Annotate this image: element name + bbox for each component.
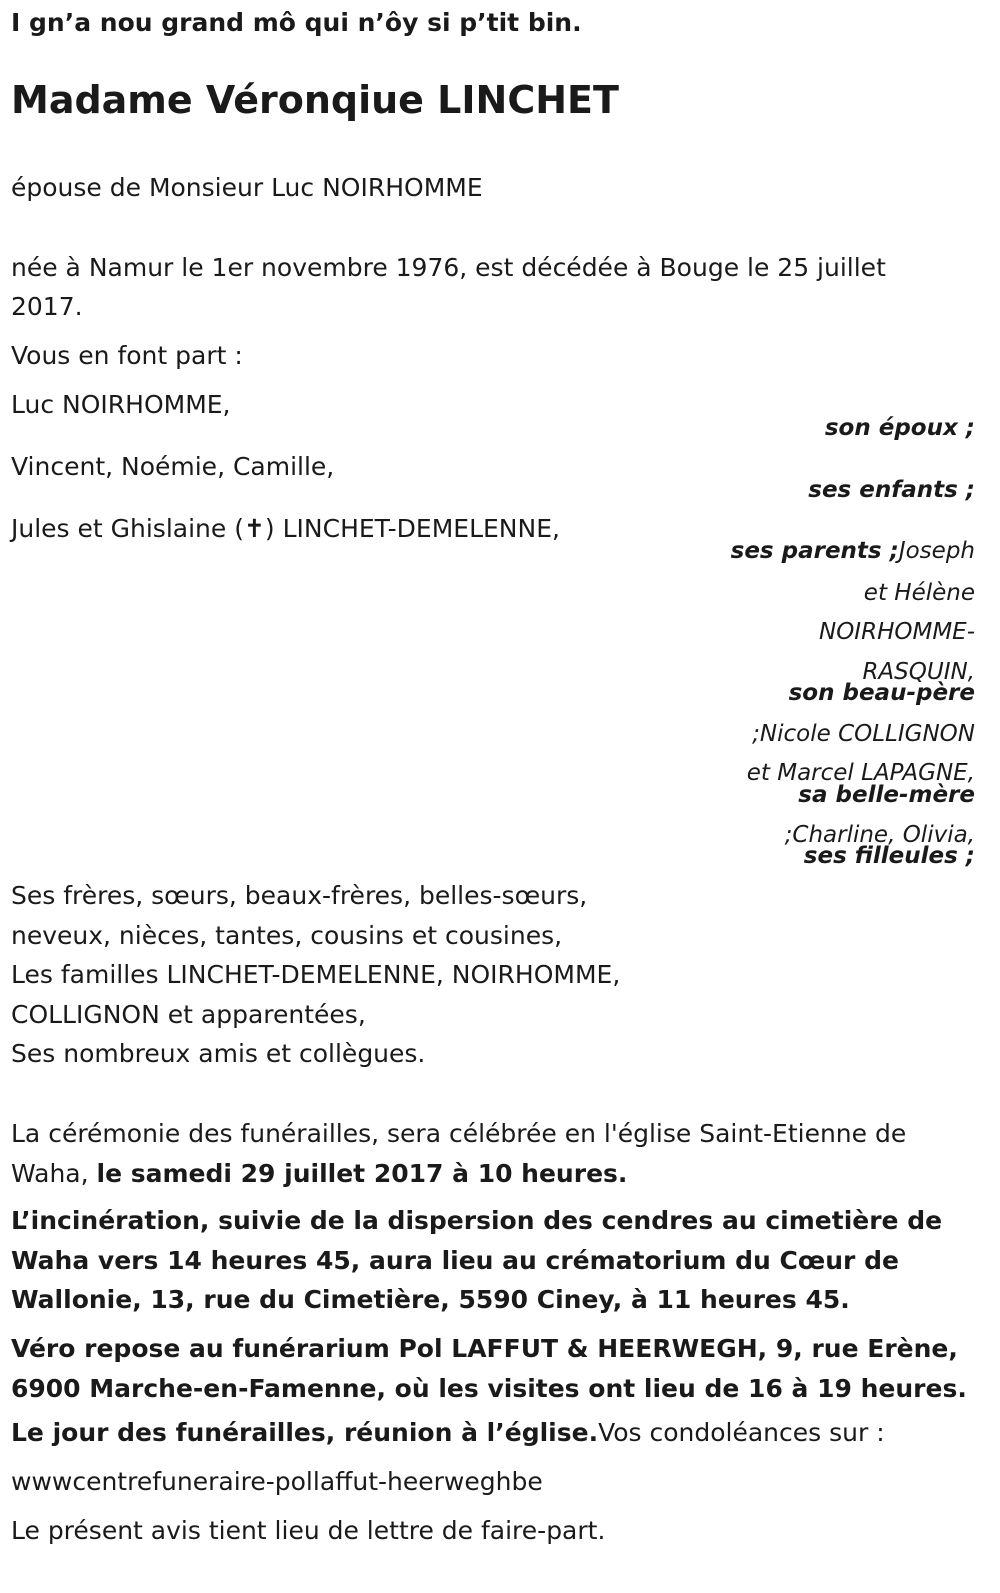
birth-death-line-1: née à Namur le 1er novembre 1976, est décédée à Bouge le 25 juillet [11, 253, 886, 282]
relation-filleules: ses filleules ; [803, 843, 975, 869]
funerarium-line: Véro repose au funérarium Pol LAFFUT & HEERWEGH, 9, rue Erène, [11, 1334, 958, 1363]
ceremony-date: le samedi 29 juillet 2017 à 10 heures. [96, 1158, 628, 1188]
family-line: neveux, nièces, tantes, cousins et cousines, [11, 920, 563, 950]
family-line: COLLIGNON et apparentées, [11, 999, 366, 1029]
incineration-line: L’incinération, suivie de la dispersion des cendres au cimetière de [11, 1206, 943, 1235]
family-line: Ses nombreux amis et collègues. [11, 1039, 426, 1068]
funerarium-line: 6900 Marche-en-Famenne, où les visites ont lieu de 16 à 19 heures. [11, 1373, 967, 1403]
belle-mere-followup: ;Charline, Olivia, [784, 822, 975, 848]
deceased-name: Madame Véronqiue LINCHET [11, 78, 619, 122]
condolences-website: wwwcentrefuneraire-pollaffut-heerweghbe [11, 1467, 543, 1496]
relation-beau-pere: son beau-père [788, 680, 975, 706]
ceremony-place-end: Waha, [11, 1158, 97, 1188]
incineration-line: Wallonie, 13, rue du Cimetière, 5590 Ciney, à 11 heures 45. [11, 1285, 850, 1314]
beau-pere-followup-1: ;Nicole COLLIGNON [752, 721, 975, 747]
birth-death-line-2: 2017. [11, 292, 83, 321]
incineration-paragraph [11, 1201, 942, 1320]
closing-note: Le présent avis tient lieu de lettre de faire-part. [11, 1516, 606, 1545]
announcer-parents: Jules et Ghislaine (✝) LINCHET-DEMELENNE, [11, 514, 560, 543]
motto: I gn’a nou grand mô qui n’ôy si p’tit bin. [11, 8, 582, 37]
family-line: Les familles LINCHET-DEMELENNE, NOIRHOMME, [11, 960, 621, 989]
extended-family [11, 876, 620, 1074]
condolences-text: Vos condoléances sur : [598, 1418, 885, 1447]
reunion-line [11, 1418, 885, 1447]
parents-in-law-name-1: Joseph [898, 538, 975, 564]
reunion-text: Le jour des funérailles, réunion à l’église. [11, 1418, 599, 1447]
parents-in-law-name-4: RASQUIN, [862, 659, 975, 685]
announcer-children: Vincent, Noémie, Camille, [11, 452, 335, 481]
relation-parents: ses parents ; [730, 538, 899, 564]
funerarium-paragraph [11, 1329, 967, 1408]
ceremony-line-2 [11, 1154, 906, 1194]
relation-parents-line [731, 538, 975, 564]
announcer-spouse: Luc NOIRHOMME, [11, 390, 231, 419]
relation-spouse: son époux ; [824, 415, 975, 441]
parents-in-law-name-2: et Hélène [863, 580, 975, 606]
family-line: Ses frères, sœurs, beaux-frères, belles-sœurs, [11, 881, 588, 910]
incineration-line: Waha vers 14 heures 45, aura lieu au crématorium du Cœur de [11, 1245, 899, 1275]
parents-in-law-name-3: NOIRHOMME- [819, 619, 975, 645]
relation-belle-mere: sa belle-mère [798, 782, 975, 808]
spouse-line: épouse de Monsieur Luc NOIRHOMME [11, 173, 483, 202]
ceremony-paragraph [11, 1114, 906, 1193]
beau-pere-followup-2: et Marcel LAPAGNE, [746, 760, 975, 786]
relation-children: ses enfants ; [808, 477, 975, 503]
announcers-intro: Vous en font part : [11, 341, 243, 370]
ceremony-line-1: La cérémonie des funérailles, sera célébrée en l'église Saint-Etienne de [11, 1119, 907, 1148]
